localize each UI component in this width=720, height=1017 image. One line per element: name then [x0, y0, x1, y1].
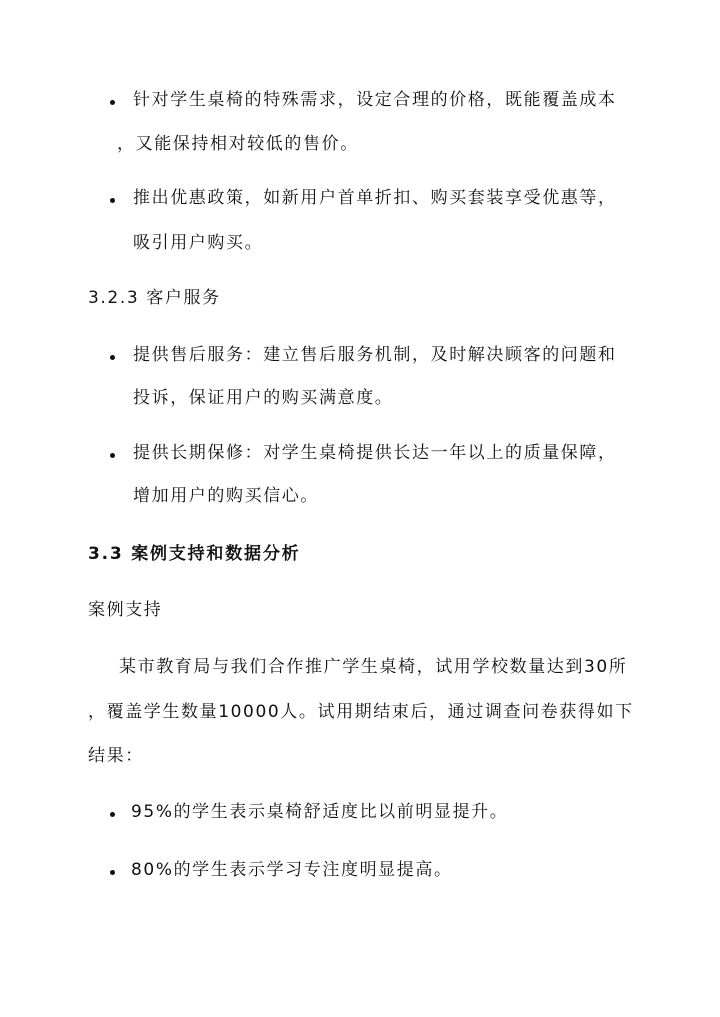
subheading-case-support: 案例支持 — [88, 600, 163, 620]
case-paragraph-line-2: ，覆盖学生数量10000人。试用期结束后，通过调查问卷获得如下 — [88, 702, 634, 722]
bullet-marker — [110, 355, 115, 360]
bullet-marker — [110, 812, 115, 817]
bullet-marker — [110, 870, 115, 875]
pricing-bullet-1-line-1: 针对学生桌椅的特殊需求，设定合理的价格，既能覆盖成本 — [133, 90, 617, 110]
case-paragraph-line-3: 结果： — [88, 746, 144, 766]
service-bullet-1-line-2: 投诉，保证用户的购买满意度。 — [133, 388, 394, 408]
section-heading-customer-service: 3.2.3 客户服务 — [88, 288, 221, 308]
service-bullet-2-line-2: 增加用户的购买信心。 — [133, 486, 319, 506]
bullet-marker — [110, 100, 115, 105]
pricing-bullet-2-line-1: 推出优惠政策，如新用户首单折扣、购买套装享受优惠等， — [133, 188, 617, 208]
pricing-bullet-1-line-2: ，又能保持相对较低的售价。 — [117, 134, 359, 154]
pricing-bullet-2-line-2: 吸引用户购买。 — [133, 233, 264, 253]
bullet-marker — [110, 198, 115, 203]
bullet-marker — [110, 453, 115, 458]
result-item-1: 95%的学生表示桌椅舒适度比以前明显提升。 — [131, 802, 509, 822]
service-bullet-1-line-1: 提供售后服务：建立售后服务机制，及时解决顾客的问题和 — [133, 345, 617, 365]
case-paragraph-line-1: 某市教育局与我们合作推广学生桌椅，试用学校数量达到30所 — [119, 657, 628, 677]
service-bullet-2-line-1: 提供长期保修：对学生桌椅提供长达一年以上的质量保障， — [133, 443, 617, 463]
result-item-2: 80%的学生表示学习专注度明显提高。 — [131, 860, 453, 880]
section-heading-case-data: 3.3 案例支持和数据分析 — [88, 544, 301, 564]
